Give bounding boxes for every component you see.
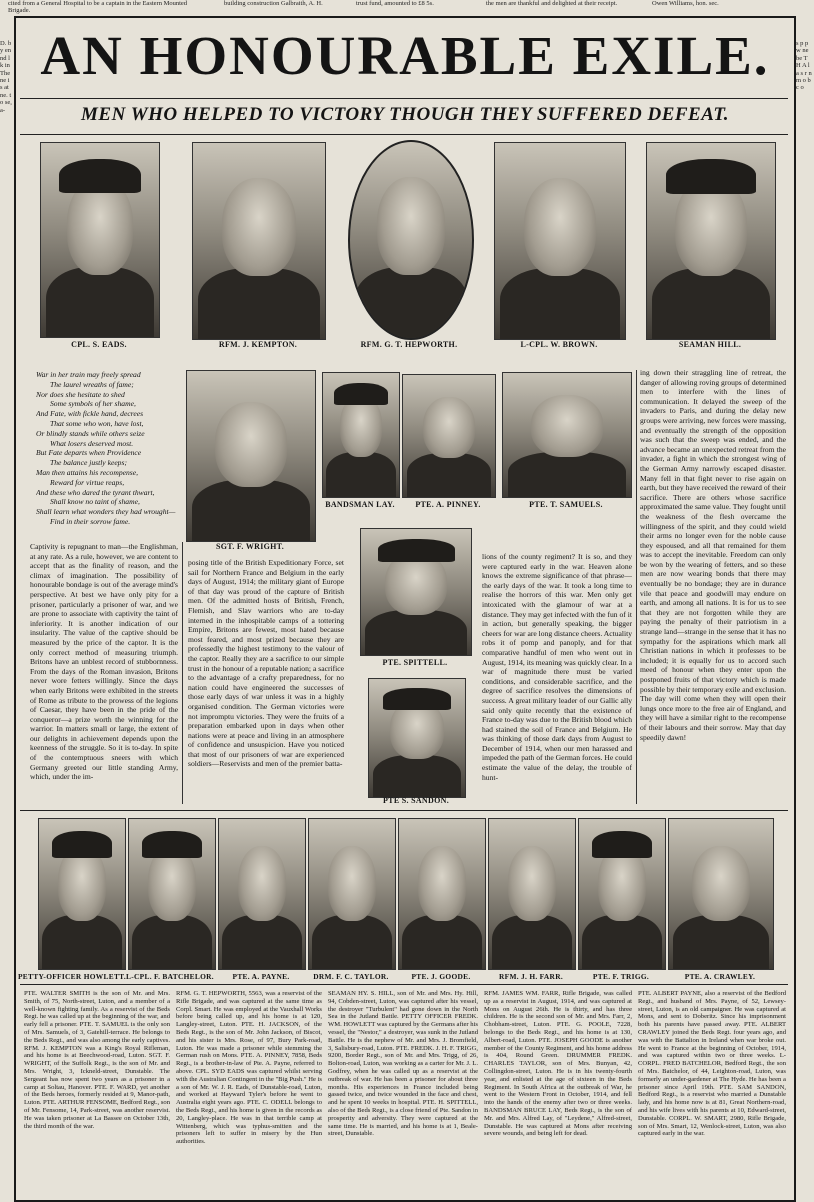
caption-brown: L-CPL. W. BROWN. (520, 340, 598, 349)
portrait-wright (186, 370, 316, 542)
caption-taylor: DRM. F. C. TAYLOR. (313, 972, 389, 981)
fragment-top-mid2: trust fund, amounted to £8 5s. (356, 0, 434, 7)
caption-kempton: RFM. J. KEMPTON. (218, 340, 298, 349)
caption-hepworth: RFM. G. T. HEPWORTH. (360, 340, 458, 349)
caption-trigg: PTE. F. TRIGG. (592, 972, 650, 981)
portrait-kempton (192, 142, 326, 340)
article-column-1: Captivity is repugnant to man—the Englishman, at any rate. As a rule, however, we are content to accept that as the finality of reason, and the climax of imagination. The possibility of honourable bondage is out of the average mind's perspective. At best we have only pity for a prisoner, particularly a prisoner of war, and we are prone to associate with captivity the taint of inferiority. It is another indication of our insularity. The value of the captive should be measured by the price of the captor. It is the only correct method of measuring triumph. Britons have an unblest record of stubbornness. From the days of the Roman invasion, Britons never wore fetters willingly. Since the days when early Britons were exhibited in the streets of Rome as tribute to the prowess of the legions of Caesar, they have been in the pride of the conqueror—a prize worth the winning for the warrior. In matters small or large, the extent of our delights in achievement depends upon the keenness of the struggle. So it is to-day. In spite of the contemptuous sneers with which Germany greeted our little standing Army, which, under the im- (30, 542, 178, 782)
portrait-goode (398, 818, 486, 970)
caption-crawley: PTE. A. CRAWLEY. (684, 972, 756, 981)
caption-batchelor: L-CPL. F. BATCHELOR. (126, 972, 214, 981)
portrait-eads (40, 142, 160, 338)
headline-rule (20, 98, 788, 99)
portrait-spittell (360, 528, 472, 656)
caption-payne: PTE. A. PAYNE. (232, 972, 290, 981)
portrait-samuels (502, 372, 632, 498)
strip-rule-top (20, 810, 788, 811)
caption-wright: SGT. F. WRIGHT. (216, 542, 284, 551)
subheadline: MEN WHO HELPED TO VICTORY THOUGH THEY SUFFERED DEFEAT. (81, 104, 729, 125)
portrait-brown (494, 142, 626, 340)
caption-hill: SEAMAN HILL. (678, 340, 742, 349)
caption-lay: BANDSMAN LAY. (325, 500, 395, 509)
caption-spittell: PTE. SPITTELL. (382, 658, 448, 667)
fragment-top-left: cited from a General Hospital to be a captain in the Eastern Mounted Brigade. (8, 0, 188, 15)
portrait-batchelor (128, 818, 216, 970)
article-column-2: posing title of the British Expeditionary Force, set sail for Northern France and Belgium in the early days of August, 1914; the military giant of Europe of that day was proud of the capture of British men. Of the admitted hosts of British, French, Flemish, and Slav warriors who are to-day interned in the inhospitable camps of a tottering Empire, Britons are fewest, most hated because most feared, and most prized because they are professedly the highest testimony to the valour of the captor. Really they are a sacrifice to our simple trust in the honour of a reputable nation; a sacrifice to the advantage of a crafty preparedness, for no nation could have engineered the successes of those early days of war unless it was in a highly organised condition. The German victories were not impromptu victories. They were the fruits of a preparation embarked upon in days when other nations were at peace and living in an atmosphere of confidence and unsuspicion. Have you noticed that most of our prisoners of war are experienced soldiers—Reservists and men of the premier batta- (188, 558, 344, 769)
biography-column-2: RFM. G. T. HEPWORTH, 5563, was a reservist of the Rifle Brigade, and was captured at the same time as Corpl. Smart. He was employed at the Vauxhall Works before being called up, and his home is at 120, Langley-street, Luton. PTE. H. JACKSON, of the Beds Regt., is the son of Mr. John Jackson, of Biscot, and his sister is Mrs. Rose, of 97, Bury Park-road, Luton. He was made a prisoner while stemming the German rush on Mons. PTE. A. PINNEY, 7858, Beds Regt., is a brother-in-law of Pte. A. Payne, referred to above. CPL. SYD EADS was captured whilst serving with the Australian Contingent in the "Big Push." He is a son of Mr. W. J. R. Eads, of Dunstable-road, Luton, and worked at Hayward Tyler's before he went to Australia eight years ago. PTE. C. ODELL belongs to the Beds Regt., and his home is given in the records as 20, Langley-place. He was in that terrible camp at Wittenberg, which was typhus-smitten and the prisoners left to suffer in misery by the Hun authorities. (176, 990, 322, 1146)
fragment-right-column: s p p w ne be T H A l a s r n m o b c o (796, 40, 812, 92)
portrait-howlett (38, 818, 126, 970)
headline: AN HONOURABLE EXILE. (40, 25, 770, 86)
article-column-4: ing down their straggling line of retreat, the danger of allowing roving groups of determined men to interfere with the lines of communication. It delayed the sweep of the invaders to Paris, and during the delay new groups were arriving, new forces were massing, and eventually the strength of the opposition was such that the sweep was ended, and the advance became an unexpected retreat from the invader, a fight in which the strongest wing of the German Army narrowly escaped disaster. Many fell in that fight never to rise again on earth, but they have received the reward of their sacrifice. There are others whose sacrifice approximated the same value. They fought until the weakness of the flesh overcame the willingness of the spirit, and they could wield their arms no longer even for the noble cause they espoused, and all that remained for them was to accept the inevitable. Freedom can only be won by the wearing of fetters, and so these men are now wearing bonds that there may eventually be no bondage; they are in durance vile that peace and goodwill may endure on earth, and among all nations. It is for us to see that they are not forgotten while they are paying the penalty of their patriotism in a strange land—strange in the sense that it has no sympathy for the aspirations which mark all Christian nations in which it professes to be included; it is equally for us to accord such meed of honour when they enter upon the postponed fruits of that victory which is made possible by their temporary exile and exclusion. The day will come when they will open their lungs once more to the free air of England, and they will have a similar right to the recompense of their labours and their sorrow. May that day speedily dawn! (640, 368, 786, 742)
portrait-trigg (578, 818, 666, 970)
caption-farr: RFM. J. H. FARR. (499, 972, 563, 981)
caption-eads: CPL. S. EADS. (71, 340, 127, 349)
article-column-3: lions of the county regiment? It is so, and they were captured early in the war. Heaven alone knows the extreme significance of that phrase—the early days of the war. It took a long time to realise the horrors of this war. Men only get intoxicated with the glamour of war at a distance. They may get infected with the fun of it in action, but generally speaking, the bigger cheers for war are long distance cheers. Actuality robs it of pomp and panoply, and for that comparative handful of men who went out in August, 1914, its meaning was quickly clear. In a war of magnitude there must be varied conditions, and considerable sacrifice, and the degree of sacrifice resolves the dimensions of success. A great military leader of our Gallic ally said only quite recently that the existence of France to-day was due to the British blood which had stained the soil of France and Belgium. He was thinking of those dark days from August to December of 1914, when our men harassed and impeded the path of the German forces. He could estimate the value of the delay, the trouble of hunt- (482, 552, 632, 782)
article-frame (14, 16, 796, 1202)
column-rule-2 (636, 370, 637, 804)
biography-column-4: RFM. JAMES WM. FARR, Rifle Brigade, was called up as a reservist in August, 1914, and was captured at Mons on August 26th. He is thirty, and has three children. He is the second son of Mr. and Mrs. Farr, 2, Chobham-street, Luton. PTE. G. POOLE, 7228, belongs to the Beds Regt., and his home is at 130, Albert-road, Luton. PTE. JOSEPH GOODE is another member of the County Regiment, and his home address is 404, Round Green. DRUMMER FREDK. CHARLES TAYLOR, son of Mrs. Bunyan, 42, Collingdon-street, Luton. He is in his twenty-fourth year, and enlisted at the age of sixteen in the Beds Regiment. In South Africa at the outbreak of War, he went to the Western Front in October, 1914, and fell into the hands of the enemy after two or three weeks. BANDSMAN BRUCE LAY, Beds Regt., is the son of Mr. and Mrs. Alfred Lay, of "Leydene," Alfred-street, Dunstable. He was captured at Mons after receiving severe wounds, and being left for dead. (484, 990, 632, 1138)
portrait-hepworth (348, 140, 474, 340)
portrait-payne (218, 818, 306, 970)
fragment-top-mid3: the men are thankful and delighted at their receipt. (486, 0, 618, 7)
strip-rule-bottom (20, 984, 788, 985)
portrait-pinney (402, 374, 496, 498)
portrait-taylor (308, 818, 396, 970)
caption-sandon: PTE S. SANDON. (383, 796, 449, 805)
portrait-hill (646, 142, 776, 340)
portrait-lay (322, 372, 400, 498)
fragment-top-mid1: building construction Galbraith, A. H. (224, 0, 323, 7)
subheadline-rule (20, 134, 788, 135)
caption-howlett: PETTY-OFFICER HOWLETT. (17, 972, 127, 981)
biography-column-1: PTE. WALTER SMITH is the son of Mr. and Mrs. Smith, of 75, North-street, Luton, and a member of a well-known fighting family. As a reservist of the Beds Regt. he was called up at the beginning of the war, and early fell a prisoner. PTE. T. SAMUEL is the only son of Mrs. Samuels, of 3, Gatehill-terrace. He belongs to the Beds Regt., and was also among the early captives. RFM. J. KEMPTON was a King's Royal Rifleman, and his home is at Beechwood-road, Luton. SGT. F. WRIGHT, of the Suffolk Regt., is the son of Mr. and Mrs. Wright, 3, Ickneld-street, Dunstable. The Sergeant has now spent two years as a prisoner in a camp at Soltau, Hanover. PTE. F. WARD, yet another of the Beds heroes, formerly resided at 9, Manor-path, Luton. PTE. ARTHUR FENSOME, Bedford Regt., son of Mr. Fensome, 14, Park-street, was another reservist. He was taken prisoner at La Bassee on October 13th, the third month of the war. (24, 990, 170, 1130)
fragment-left-column: D. by en nd lk in The ne is at ne. to se, a- (0, 40, 12, 114)
caption-samuels: PTE. T. SAMUELS. (529, 500, 603, 509)
caption-pinney: PTE. A. PINNEY. (415, 500, 481, 509)
column-rule-1 (182, 542, 183, 804)
biography-column-5: PTE. ALBERT PAYNE, also a reservist of the Bedford Regt., and husband of Mrs. Payne, of 52, Lewsey-street, Luton, is an old campaigner. He was captured at Mons, and sent to Doberitz. Since his imprisonment both his parents have passed away. PTE. ALBERT CRAWLEY joined the Beds Regt. four years ago, and was with the Battalion in Ireland when war broke out. He went to France at the beginning of October, 1914, and was captured within two or three weeks. L-CORPL. FRED BATCHELOR, Bedford Regt., the son of Mrs. Batchelor, of 44, Leighton-road, Luton, was formerly an under-gardener at The Hyde. He has been a prisoner since April 19th. PTE. SAM SANDON, Bedford Regt., is a reservist who married a Dunstable lady, and his home now is at 81, Great Northern-road, and his wife lives with his parents at 10, Edward-street, Dunstable. CORPL. W. SMART, 2980, Rifle Brigade, son of Mrs. Smart, 12, Wenlock-street, Luton, was also captured early in the war. (638, 990, 786, 1138)
fragment-top-right: Owen Williams, hon. sec. (652, 0, 719, 7)
portrait-sandon (368, 678, 466, 798)
portrait-farr (488, 818, 576, 970)
caption-goode: PTE. J. GOODE. (411, 972, 471, 981)
biography-column-3: SEAMAN HY. S. HILL, son of Mr. and Mrs. Hy. Hill, 94, Cobden-street, Luton, was captured after his vessel, the destroyer "Turbulent" had gone down in the North Sea in the Jutland Battle. PETTY OFFICER FREDK. WM. HOWLETT was captured by the Germans after his vessel, the "Nestor," a destroyer, was sunk in the Jutland Battle. He is the nephew of Mr. and Mrs. J. Bromfield, 3, Salisbury-road, Luton. PTE. FREDK. J. H. F. TRIGG, 9200, Border Regt., son of Mr. and Mrs. Trigg, of 26, Bolton-road, Luton, was working as a carter for Mr. J. L. Godfrey, when he was called up as a reservist at the outbreak of war. He has been a prisoner for about three months. His experiences in France included being gassed twice, and twice wounded in the face and chest, and he spent 10 weeks in hospital. PTE. H. SPITTELL, also of the Beds Regt., is a close friend of Pte. Sandon in prosperity and adversity. They were captured at the same time. He is married, and his home is at 1, Beale-street, Dunstable. (328, 990, 478, 1138)
portrait-crawley (668, 818, 774, 970)
poem: War in her train may freely spread The laurel wreaths of fame; Nor does she hesitate to shed Some symbols of her shame, And Fate, with fickle hand, decrees That some who won, have lost, Or blindly stands while others seize What losers deserved most. But Fate departs when Providence The balance justly keeps; Man then attains his recompense, Reward for virtue reaps, And these who dared the tyrant thwart, Shall know no taint of shame, Shall learn what wonders they had wrought— Find in their sorrow fame. (36, 370, 176, 526)
